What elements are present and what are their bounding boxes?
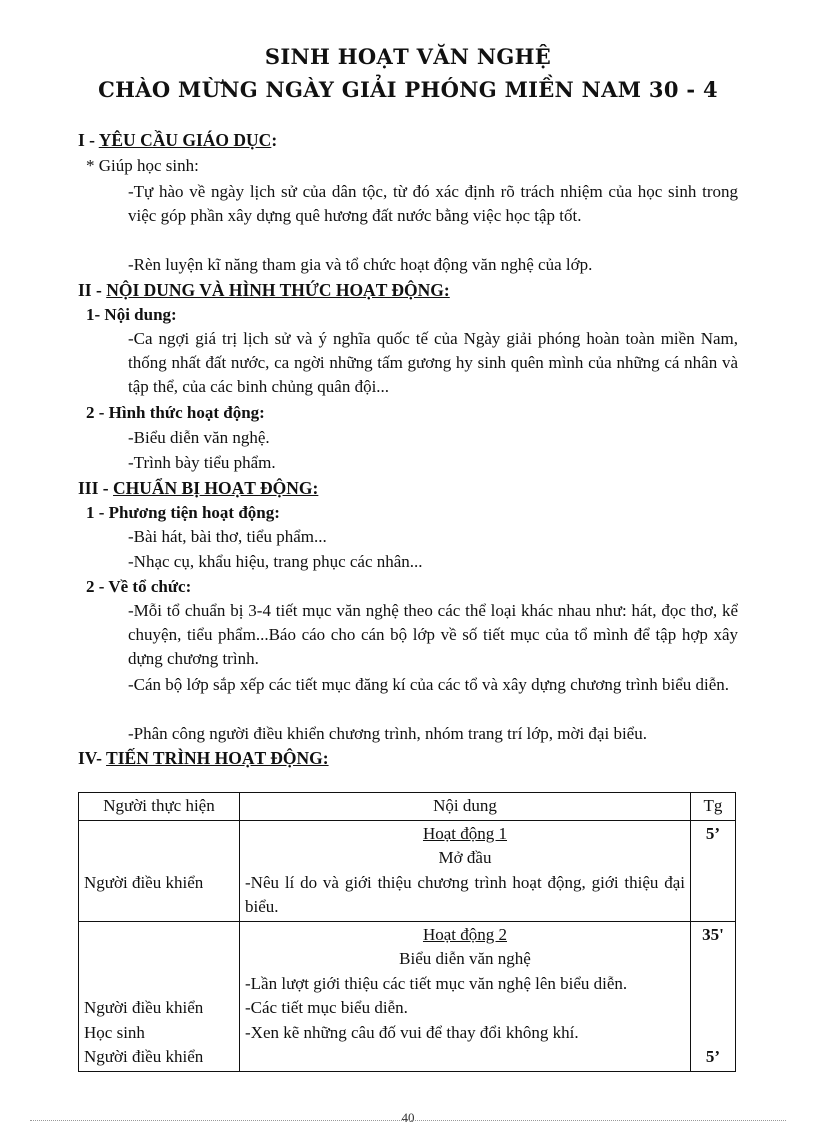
activity-2-content-1: -Lần lượt giới thiệu các tiết mục văn nghệ lên biểu diễn.: [245, 973, 628, 993]
activity-2-performer-3: Người điều khiển: [84, 1047, 204, 1066]
time-cell: [691, 921, 736, 1071]
header-time: Tg: [691, 793, 736, 821]
activity-1-content: -Nêu lí do và giới thiệu chương trình hoạt động, giới thiệu đại biểu.: [245, 872, 685, 916]
section-1-paragraph-1: -Tự hào về ngày lịch sử của dân tộc, từ đó xác định rõ trách nhiệm của học sinh trong việc góp phần xây dựng quê hương đất nước bằng việc học tập tốt.: [128, 182, 738, 225]
table-header-row: [79, 793, 736, 821]
performer-cell: [79, 921, 240, 1071]
activity-2-content-3: -Xen kẽ những câu đố vui để thay đổi không khí.: [245, 1022, 579, 1042]
section-3-paragraph-3: -Phân công người điều khiển chương trình, nhóm trang trí lớp, mời đại biểu.: [128, 724, 647, 743]
footer-divider: [30, 1120, 786, 1121]
table-row-activity-2: [79, 921, 736, 1071]
section-3-heading: III - CHUẨN BỊ HOẠT ĐỘNG:: [78, 478, 319, 498]
activity-2-time: 35': [702, 924, 724, 944]
activity-1-subtitle: Mở đầu: [438, 848, 492, 867]
section-3-paragraph-1: -Mỗi tổ chuẩn bị 3-4 tiết mục văn nghệ theo các thể loại khác nhau như: hát, đọc thơ, kể chuyện, tiểu phẩm...Báo cáo cho cán bộ lớp về số tiết mục của tổ mình để tập hợp xây dựng chương trình.: [128, 601, 738, 668]
performer-cell: [79, 820, 240, 921]
section-2-sub-1: 1- Nội dung:: [86, 305, 177, 324]
activity-1-time: 5’: [691, 820, 736, 921]
activity-table: [78, 792, 736, 1072]
content-cell: [240, 921, 691, 1071]
section-3-paragraph-2: -Cán bộ lớp sắp xếp các tiết mục đăng kí của các tổ và xây dựng chương trình biểu diễn.: [128, 675, 730, 694]
section-3-sub-2: 2 - Về tổ chức:: [86, 577, 192, 596]
content-cell: [240, 820, 691, 921]
activity-2-row-3-time: 5’: [705, 1047, 721, 1066]
title-line-2: CHÀO MỪNG NGÀY GIẢI PHÓNG MIỀN NAM 30 - 4: [98, 77, 718, 102]
header-content: Nội dung: [240, 793, 691, 821]
section-2-sub-2: 2 - Hình thức hoạt động:: [86, 403, 265, 422]
table-row-activity-1: [79, 820, 736, 921]
page-number: 40: [401, 1110, 415, 1125]
activity-2-content-2: -Các tiết mục biểu diễn.: [245, 998, 408, 1017]
section-2-heading: II - NỘI DUNG VÀ HÌNH THỨC HOẠT ĐỘNG:: [78, 280, 450, 300]
title-line-1: SINH HOẠT VĂN NGHỆ: [264, 44, 552, 69]
activity-2-subtitle: Biểu diễn văn nghệ: [399, 949, 531, 968]
section-2-sub-1-text: -Ca ngợi giá trị lịch sử và ý nghĩa quốc tế của Ngày giải phóng hoàn toàn miền Nam, thống nhất đất nước, ca ngời những tấm gương hy sinh quên mình của những cá nhân và tập thể, của các binh chủng quân đội...: [128, 329, 738, 396]
section-1-heading: I - YÊU CẦU GIÁO DỤC:: [78, 130, 278, 150]
section-3-item-1: -Bài hát, bài thơ, tiểu phẩm...: [128, 527, 327, 546]
activity-2-title: Hoạt động 2: [422, 924, 508, 944]
section-1-intro: * Giúp học sinh:: [86, 156, 199, 175]
activity-1-performer: Người điều khiển: [84, 872, 204, 892]
section-2-item-1: -Biểu diễn văn nghệ.: [128, 428, 270, 447]
section-3-item-2: -Nhạc cụ, khẩu hiệu, trang phục các nhân...: [128, 552, 423, 571]
section-4-heading: IV- TIẾN TRÌNH HOẠT ĐỘNG:: [78, 748, 329, 768]
section-2-item-2: -Trình bày tiểu phẩm.: [128, 453, 276, 472]
header-performer: Người thực hiện: [79, 793, 240, 821]
section-3-sub-1: 1 - Phương tiện hoạt động:: [86, 503, 280, 522]
activity-1-title: Hoạt động 1: [422, 823, 508, 843]
activity-2-performer-1: Người điều khiển: [84, 998, 204, 1017]
section-1-paragraph-2: -Rèn luyện kĩ năng tham gia và tổ chức hoạt động văn nghệ của lớp.: [128, 255, 593, 274]
activity-2-performer-2: Học sinh: [84, 1022, 145, 1042]
